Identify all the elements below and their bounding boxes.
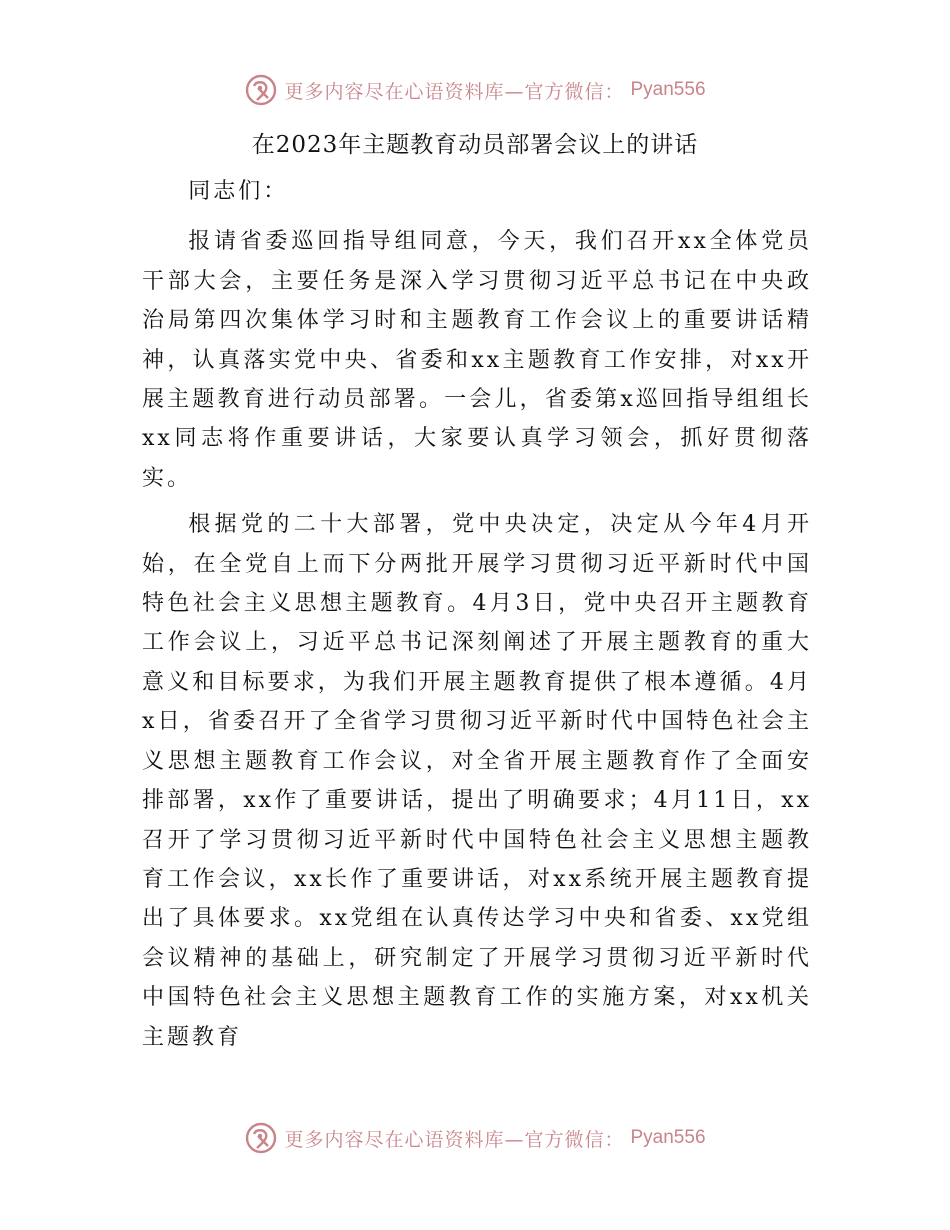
header-watermark: [0, 70, 950, 110]
swirl-heart-logo-icon: [244, 73, 278, 107]
watermark-text: 更多内容尽在心语资料库—官方微信：: [284, 1128, 625, 1151]
greeting: 同志们：: [188, 179, 289, 204]
watermark-wechat-id: Pyan556: [630, 79, 706, 100]
document-body: [142, 172, 812, 1064]
watermark-wechat-id: Pyan556: [630, 1127, 706, 1148]
paragraph-1: 报请省委巡回指导组同意，今天，我们召开xx全体党员干部大会，主要任务是深入学习贯彻习近平总书记在中央政治局第四次集体学习时和主题教育工作会议上的重要讲话精神，认真落实党中央、省委和xx主题教育工作安排，对xx开展主题教育进行动员部署。一会儿，省委第x巡回指导组组长xx同志将作重要讲话，大家要认真学习领会，抓好贯彻落实。: [142, 229, 812, 491]
swirl-heart-logo-icon: [244, 1121, 278, 1155]
footer-watermark: [0, 1118, 950, 1158]
document-title: 在2023年主题教育动员部署会议上的讲话: [251, 132, 699, 158]
paragraph-2: 根据党的二十大部署，党中央决定，决定从今年4月开始，在全党自上而下分两批开展学习贯彻习近平新时代中国特色社会主义思想主题教育。4月3日，党中央召开主题教育工作会议上，习近平总书记深刻阐述了开展主题教育的重大意义和目标要求，为我们开展主题教育提供了根本遵循。4月x日，省委召开了全省学习贯彻习近平新时代中国特色社会主义思想主题教育工作会议，对全省开展主题教育作了全面安排部署，xx作了重要讲话，提出了明确要求；4月11日，xx召开了学习贯彻习近平新时代中国特色社会主义思想主题教育工作会议，xx长作了重要讲话，对xx系统开展主题教育提出了具体要求。xx党组在认真传达学习中央和省委、xx党组会议精神的基础上，研究制定了开展学习贯彻习近平新时代中国特色社会主义思想主题教育工作的实施方案，对xx机关主题教育: [142, 512, 812, 1050]
watermark-text: 更多内容尽在心语资料库—官方微信：: [284, 80, 625, 103]
